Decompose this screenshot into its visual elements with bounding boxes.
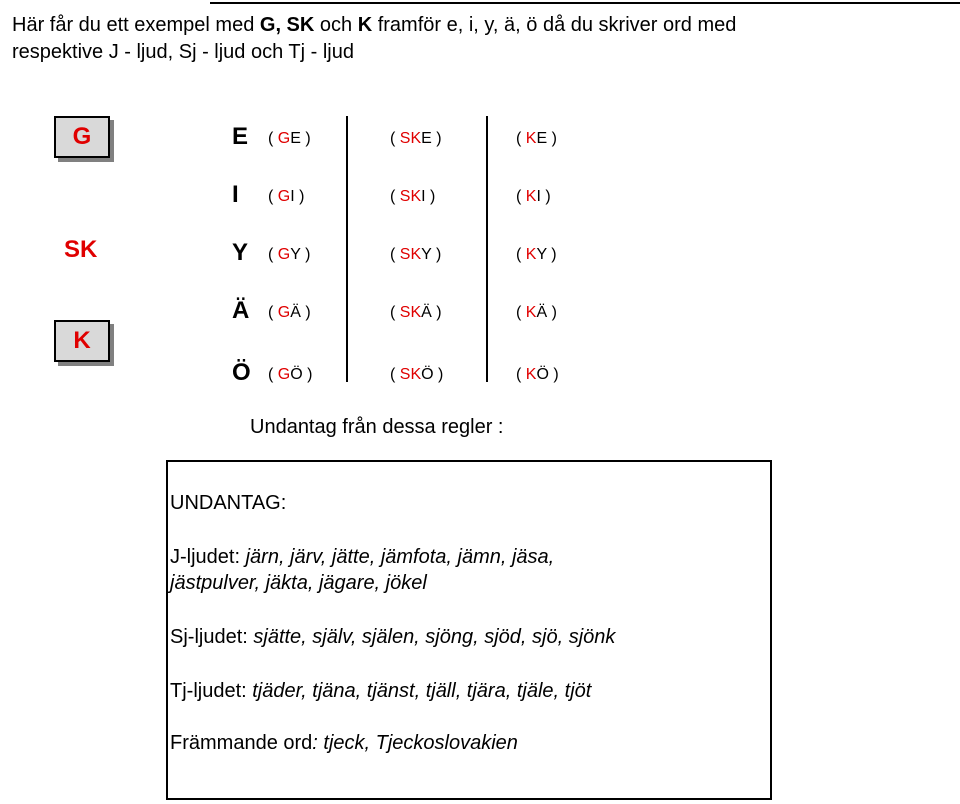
paren: ) <box>425 188 436 205</box>
paren: ( <box>516 366 526 383</box>
paren: ( <box>268 246 278 263</box>
vowel: I <box>290 188 295 205</box>
key-box-g: G <box>54 116 110 158</box>
j-sound-words: jästpulver, jäkta, jägare, jökel <box>170 572 427 594</box>
combo-sk-a-umlaut <box>390 304 442 322</box>
paren: ( <box>390 188 400 205</box>
paren: ( <box>516 246 526 263</box>
exceptions-title: UNDANTAG: <box>170 492 287 514</box>
tj-sound-words: tjäder, tjäna, tjänst, tjäll, tjära, tjäle, tjöt <box>252 680 592 702</box>
paren: ) <box>540 188 551 205</box>
vowel: Ö <box>536 366 549 383</box>
vowel: E <box>421 130 432 147</box>
vowel: Ö <box>421 366 434 383</box>
vowel: I <box>536 188 541 205</box>
consonant: G <box>277 304 291 321</box>
consonant: K <box>525 188 537 205</box>
j-sound-line-1 <box>170 546 554 569</box>
paren: ) <box>431 130 442 147</box>
key-box-k: K <box>54 320 110 362</box>
paren: ) <box>300 130 311 147</box>
paren: ( <box>268 130 278 147</box>
intro-text <box>12 12 736 66</box>
consonant: G <box>277 130 291 147</box>
paren: ) <box>433 366 444 383</box>
intro-text-part: Här får du ett exempel med <box>12 14 260 36</box>
vowel: I <box>421 188 426 205</box>
paren: ) <box>548 366 559 383</box>
intro-bold-k: K <box>357 14 373 36</box>
combo-sk-y <box>390 246 441 264</box>
consonant: G <box>277 246 291 263</box>
consonant: G <box>277 188 291 205</box>
paren: ) <box>546 246 557 263</box>
foreign-words: : tjeck, Tjeckoslovakien <box>312 732 518 754</box>
j-sound-label: J-ljudet: <box>170 546 246 568</box>
combo-k-a-umlaut <box>516 304 557 322</box>
sj-sound-words: sjätte, själv, själen, sjöng, sjöd, sjö, sjönk <box>253 626 616 648</box>
j-sound-words: järn, järv, jätte, jämfota, jämn, jäsa, <box>245 546 555 568</box>
consonant: K <box>525 246 537 263</box>
paren: ( <box>390 304 400 321</box>
consonant: SK <box>399 130 422 147</box>
paren: ( <box>516 130 526 147</box>
consonant: SK <box>399 304 422 321</box>
paren: ( <box>390 246 400 263</box>
combo-g-a-umlaut <box>268 304 311 322</box>
combo-sk-i <box>390 188 435 206</box>
top-rule <box>210 2 960 4</box>
intro-bold-g-sk: G, SK <box>259 14 315 36</box>
paren: ) <box>431 304 442 321</box>
foreign-words-line <box>170 732 518 755</box>
vowel-i: I <box>232 181 239 208</box>
consonant: K <box>525 130 537 147</box>
combo-k-e <box>516 130 557 148</box>
foreign-words-label: Främmande ord <box>170 732 313 754</box>
paren: ( <box>516 188 526 205</box>
column-divider-2 <box>486 116 488 382</box>
paren: ) <box>300 246 311 263</box>
vowel: Ä <box>290 304 301 321</box>
sj-sound-line <box>170 626 615 649</box>
combo-sk-o-umlaut <box>390 366 443 384</box>
vowel: Y <box>290 246 301 263</box>
paren: ) <box>300 304 311 321</box>
combo-g-e <box>268 130 311 148</box>
paren: ) <box>547 304 557 321</box>
consonant: K <box>525 304 537 321</box>
paren: ( <box>268 304 278 321</box>
intro-line-2: respektive J - ljud, Sj - ljud och Tj - ljud <box>12 41 354 63</box>
paren: ) <box>302 366 313 383</box>
intro-text-part: och <box>314 14 358 36</box>
consonant: G <box>277 366 291 383</box>
vowel-e: E <box>232 123 249 150</box>
combo-g-o-umlaut <box>268 366 312 384</box>
intro-text-part: framför e, i, y, ä, ö då du skriver ord med <box>372 14 737 36</box>
combo-k-o-umlaut <box>516 366 559 384</box>
paren: ) <box>547 130 557 147</box>
intro-line-1 <box>12 12 736 39</box>
vowel: Ä <box>536 304 548 321</box>
consonant: SK <box>399 188 422 205</box>
vowel-y: Y <box>232 239 249 266</box>
vowel: Ö <box>290 366 303 383</box>
paren: ( <box>516 304 526 321</box>
vowel: E <box>290 130 301 147</box>
vowel: Y <box>421 246 432 263</box>
vowel: Ä <box>421 304 432 321</box>
paren: ( <box>390 366 400 383</box>
tj-sound-line <box>170 680 591 703</box>
combo-sk-e <box>390 130 442 148</box>
combo-k-i <box>516 188 551 206</box>
vowel: Y <box>536 246 547 263</box>
paren: ( <box>268 366 278 383</box>
paren: ( <box>390 130 400 147</box>
paren: ) <box>431 246 442 263</box>
exceptions-heading: Undantag från dessa regler : <box>250 416 504 438</box>
column-divider-1 <box>346 116 348 382</box>
key-label-sk: SK <box>64 236 98 263</box>
consonant: SK <box>399 246 422 263</box>
consonant: SK <box>399 366 422 383</box>
tj-sound-label: Tj-ljudet: <box>170 680 253 702</box>
combo-g-i <box>268 188 304 206</box>
paren: ) <box>294 188 305 205</box>
combo-k-y <box>516 246 557 264</box>
vowel: E <box>536 130 548 147</box>
sj-sound-label: Sj-ljudet: <box>170 626 254 648</box>
paren: ( <box>268 188 278 205</box>
j-sound-line-2 <box>170 572 427 595</box>
consonant: K <box>525 366 537 383</box>
vowel-o-umlaut: Ö <box>232 359 251 386</box>
combo-g-y <box>268 246 310 264</box>
vowel-a-umlaut: Ä <box>232 297 250 324</box>
